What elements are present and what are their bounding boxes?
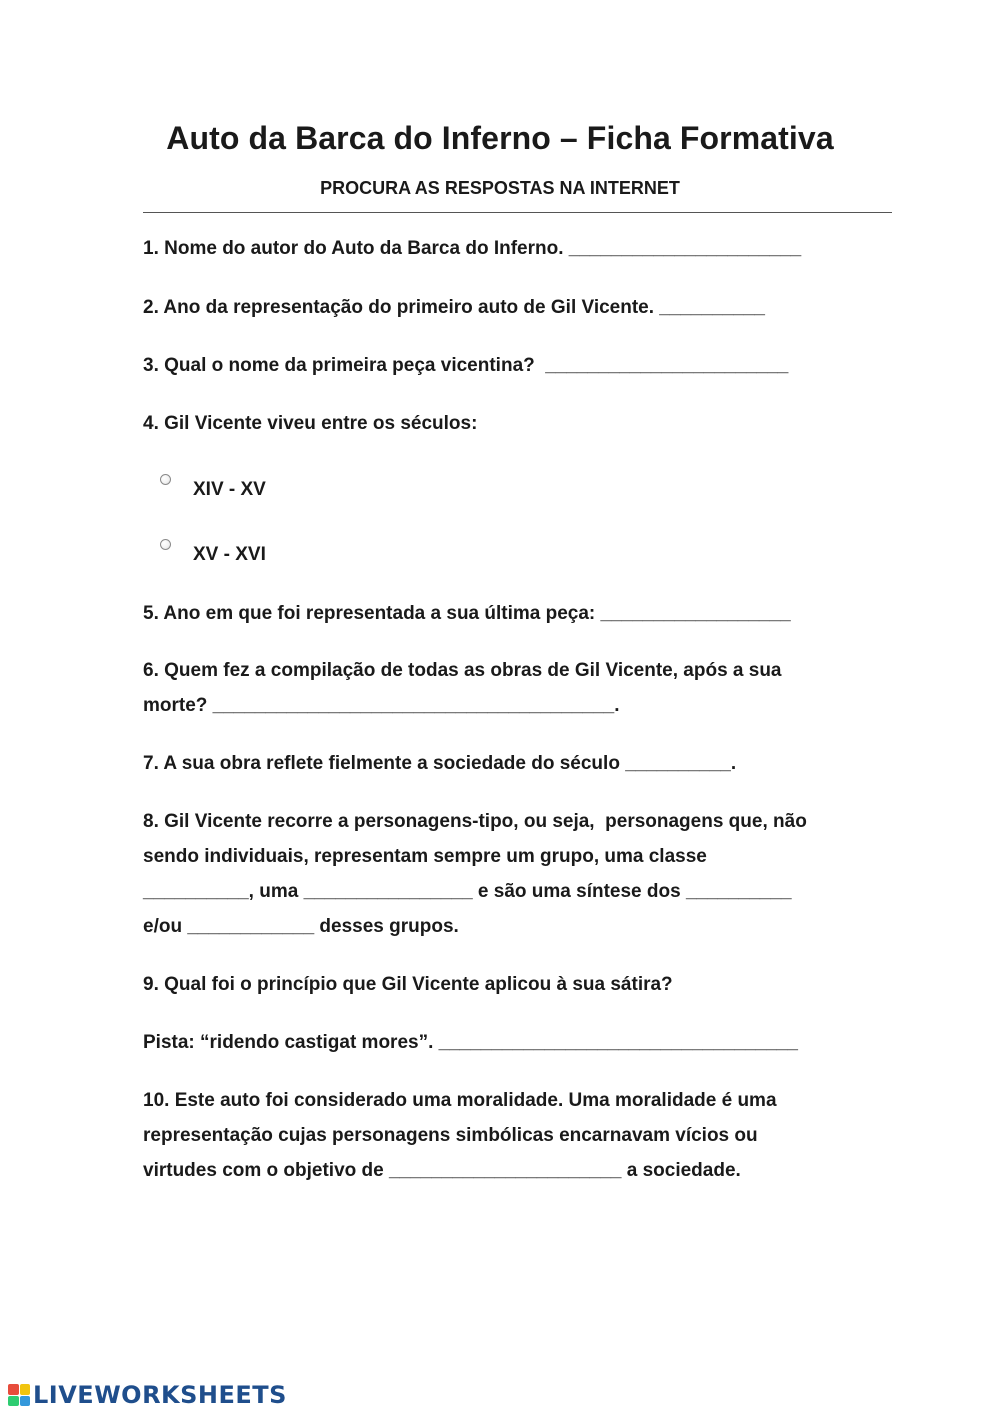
question-8-line-2: sendo individuais, representam sempre um grupo, uma classe [143, 846, 707, 867]
question-4-option-2[interactable] [160, 543, 266, 567]
logo-tile-1 [8, 1384, 19, 1395]
page-subtitle: PROCURA AS RESPOSTAS NA INTERNET [320, 178, 680, 198]
question-4 [143, 406, 477, 441]
question-6-line-1: 6. Quem fez a compilação de todas as obras de Gil Vicente, após a sua [143, 660, 782, 681]
question-9-text: 9. Qual foi o princípio que Gil Vicente aplicou à sua sátira? [143, 974, 673, 995]
question-3-text: 3. Qual o nome da primeira peça vicentina? _______________________ [143, 355, 789, 376]
question-10 [143, 1083, 777, 1188]
logo-tile-3 [8, 1396, 19, 1407]
question-1 [143, 231, 801, 266]
question-8-line-4: e/ou ____________ desses grupos. [143, 916, 459, 937]
question-10-line-1: 10. Este auto foi considerado uma moralidade. Uma moralidade é uma [143, 1090, 777, 1111]
question-10-line-2: representação cujas personagens simbólicas encarnavam vícios ou [143, 1125, 758, 1146]
question-8 [143, 804, 807, 944]
question-9-hint-text: Pista: “ridendo castigat mores”. __________________________________ [143, 1032, 798, 1053]
question-9-hint [143, 1025, 798, 1060]
question-5 [143, 596, 791, 631]
question-3 [143, 348, 788, 383]
liveworksheets-logo-icon [8, 1384, 30, 1406]
question-2 [143, 290, 765, 325]
question-8-line-3: __________, uma ________________ e são uma síntese dos __________ [143, 881, 792, 902]
question-4-text: 4. Gil Vicente viveu entre os séculos: [143, 413, 478, 434]
question-7 [143, 746, 736, 781]
question-8-line-1: 8. Gil Vicente recorre a personagens-tipo, ou seja, personagens que, não [143, 811, 807, 832]
option-1-label: XIV - XV [193, 479, 266, 500]
question-7-text: 7. A sua obra reflete fielmente a sociedade do século __________. [143, 753, 737, 774]
radio-button-option-1[interactable] [160, 474, 171, 485]
question-10-line-3: virtudes com o objetivo de ______________________ a sociedade. [143, 1160, 741, 1181]
page-title: Auto da Barca do Inferno – Ficha Formativa [166, 120, 834, 156]
question-1-text: 1. Nome do autor do Auto da Barca do Inferno. ______________________ [143, 238, 802, 259]
question-6-line-2: morte? ______________________________________. [143, 695, 620, 716]
footer-brand [8, 1380, 287, 1410]
question-4-option-1[interactable] [160, 478, 266, 502]
logo-tile-4 [20, 1396, 31, 1407]
question-6 [143, 653, 782, 723]
question-9 [143, 967, 673, 1002]
option-2-label: XV - XVI [193, 544, 266, 565]
title-divider [143, 212, 892, 213]
logo-tile-2 [20, 1384, 31, 1395]
brand-name: LIVEWORKSHEETS [33, 1381, 287, 1409]
question-2-text: 2. Ano da representação do primeiro auto de Gil Vicente. __________ [143, 297, 765, 318]
question-5-text: 5. Ano em que foi representada a sua última peça: __________________ [143, 603, 791, 624]
radio-button-option-2[interactable] [160, 539, 171, 550]
